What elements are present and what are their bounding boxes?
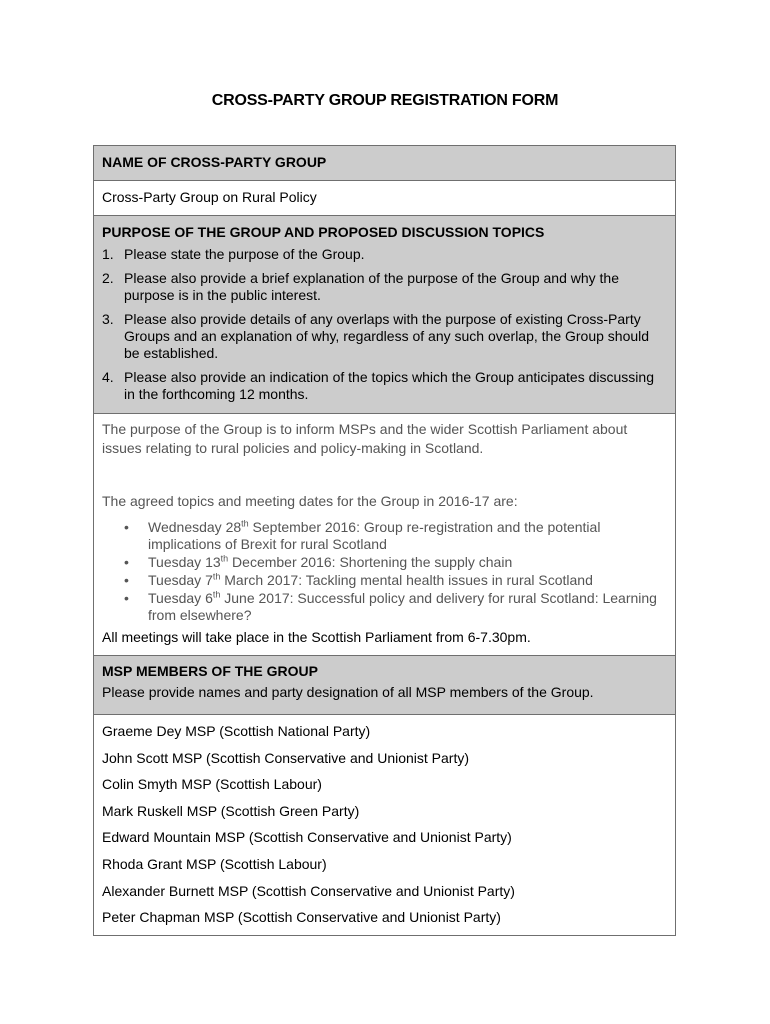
purpose-instruction-item: 2. Please also provide a brief explanation of the purpose of the Group and why the purpose is in the public interest. xyxy=(102,270,619,303)
members-instruction: Please provide names and party designation of all MSP members of the Group. xyxy=(102,684,594,700)
purpose-instruction-item: 3. Please also provide details of any overlaps with the purpose of existing Cross-Party Groups and an explanation of why, regardless of any such overlap, the Group should be established. xyxy=(102,311,650,361)
meetings-note: All meetings will take place in the Scottish Parliament from 6-7.30pm. xyxy=(102,629,531,645)
name-heading: NAME OF CROSS-PARTY GROUP xyxy=(102,154,327,170)
purpose-statement: The purpose of the Group is to inform MSPs and the wider Scottish Parliament about issues relating to rural policies and policy-making in Scotland. xyxy=(102,421,628,456)
members-list-row xyxy=(94,715,675,935)
topic-item: • Tuesday 13th December 2016: Shortening the supply chain xyxy=(124,553,513,570)
topic-item: • Tuesday 7th March 2017: Tackling mental health issues in rural Scotland xyxy=(124,571,593,588)
members-heading: MSP MEMBERS OF THE GROUP xyxy=(102,663,318,679)
topic-item: • Tuesday 6th June 2017: Successful policy and delivery for rural Scotland: Learning from elsewhere? xyxy=(124,589,657,623)
form-title: CROSS-PARTY GROUP REGISTRATION FORM xyxy=(211,92,559,109)
member-entry: Alexander Burnett MSP (Scottish Conservative and Unionist Party) xyxy=(102,882,515,899)
member-entry: John Scott MSP (Scottish Conservative and Unionist Party) xyxy=(102,749,470,766)
purpose-instruction-item: 1. Please state the purpose of the Group. xyxy=(102,246,365,262)
purpose-heading: PURPOSE OF THE GROUP AND PROPOSED DISCUSSION TOPICS xyxy=(102,224,545,240)
member-entry: Mark Ruskell MSP (Scottish Green Party) xyxy=(102,802,360,819)
purpose-heading-row xyxy=(94,216,675,414)
member-entry: Graeme Dey MSP (Scottish National Party) xyxy=(102,723,371,739)
purpose-answer-row xyxy=(94,414,675,656)
member-entry: Colin Smyth MSP (Scottish Labour) xyxy=(102,776,322,793)
topic-item: • Wednesday 28th September 2016: Group re-registration and the potential implications of Brexit for rural Scotland xyxy=(124,518,601,552)
members-heading-row xyxy=(94,656,675,715)
group-name: Cross-Party Group on Rural Policy xyxy=(102,189,317,205)
name-value-row xyxy=(94,181,675,216)
name-heading-row xyxy=(94,146,675,181)
member-entry: Rhoda Grant MSP (Scottish Labour) xyxy=(102,855,327,872)
topics-list xyxy=(102,519,675,624)
member-entry: Edward Mountain MSP (Scottish Conservative and Unionist Party) xyxy=(102,829,512,846)
purpose-instructions-list xyxy=(102,246,675,403)
member-entry: Peter Chapman MSP (Scottish Conservative and Unionist Party) xyxy=(102,909,501,926)
topics-intro: The agreed topics and meeting dates for the Group in 2016-17 are: xyxy=(102,493,518,509)
registration-form-table xyxy=(93,145,676,936)
purpose-instruction-item: 4. Please also provide an indication of the topics which the Group anticipates discussing in the forthcoming 12 months. xyxy=(102,369,654,402)
